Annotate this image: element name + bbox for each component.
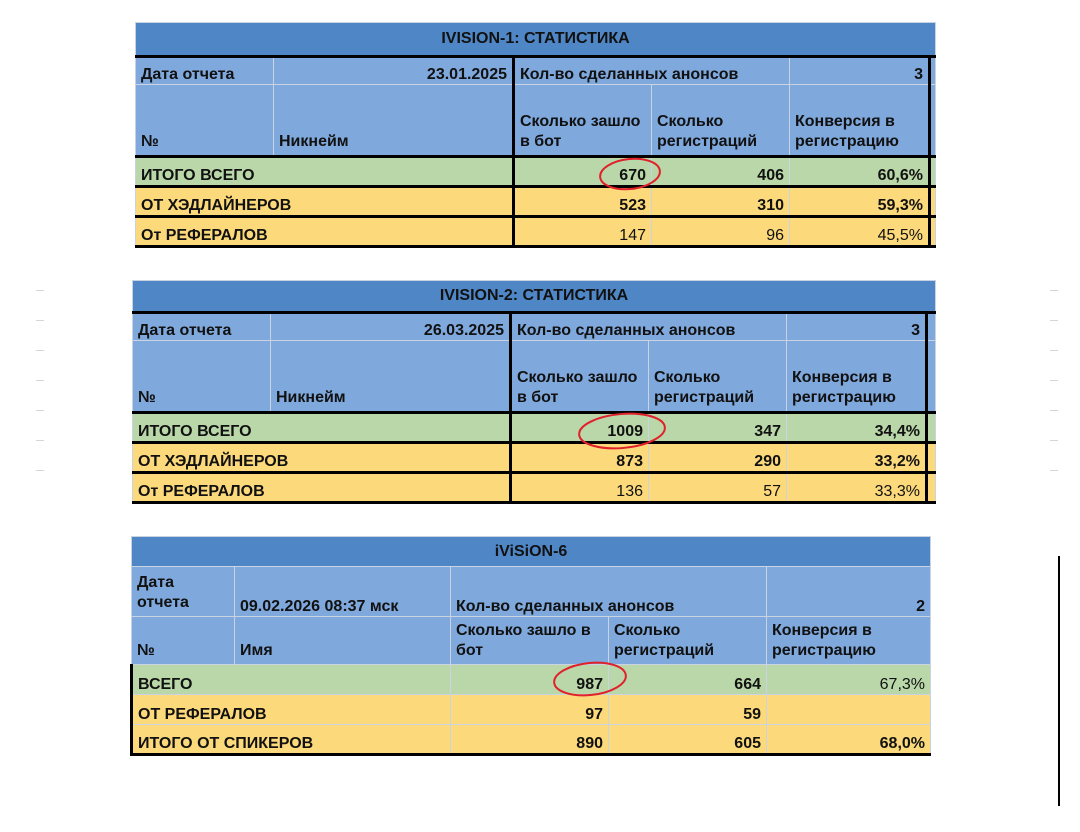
report-date-label: Дата отчета	[133, 313, 271, 341]
announces-value[interactable]: 2	[767, 567, 931, 617]
cell-bot[interactable]: 523	[514, 187, 652, 217]
column-header-conversion: Конверсия в регистрацию	[790, 85, 930, 157]
announces-value[interactable]: 3	[787, 313, 927, 341]
cell-bot[interactable]: 670	[514, 157, 652, 187]
announces-label: Кол-во сделанных анонсов	[511, 313, 787, 341]
cell-registrations[interactable]: 406	[652, 157, 790, 187]
row-label: ВСЕГО	[132, 665, 451, 695]
stats-table-ivision-1	[135, 22, 936, 248]
row-label: ОТ РЕФЕРАЛОВ	[132, 695, 451, 725]
column-header-name: Имя	[235, 617, 451, 665]
cell-registrations[interactable]: 347	[649, 413, 787, 443]
cell-conversion[interactable]: 60,6%	[790, 157, 930, 187]
column-header-bot: Сколько зашло в бот	[511, 341, 649, 413]
report-date-label: Дата отчета	[132, 567, 235, 617]
cell-registrations[interactable]: 59	[609, 695, 767, 725]
cell-bot[interactable]: 1009	[511, 413, 649, 443]
cell-registrations[interactable]: 96	[652, 217, 790, 247]
cell-conversion[interactable]: 59,3%	[790, 187, 930, 217]
cell-bot[interactable]: 890	[451, 725, 609, 755]
stats-table-ivision-6	[130, 536, 931, 756]
cell-conversion[interactable]: 67,3%	[767, 665, 931, 695]
row-label: ИТОГО ВСЕГО	[136, 157, 514, 187]
column-header-registrations: Сколько регистраций	[649, 341, 787, 413]
cell-registrations[interactable]: 290	[649, 443, 787, 473]
cell-bot[interactable]: 147	[514, 217, 652, 247]
column-header-conversion: Конверсия в регистрацию	[767, 617, 931, 665]
column-header-nickname: Никнейм	[274, 85, 514, 157]
cell-registrations[interactable]: 57	[649, 473, 787, 503]
report-date-value[interactable]: 23.01.2025	[274, 57, 514, 85]
cell-conversion[interactable]: 68,0%	[767, 725, 931, 755]
report-date-value[interactable]: 09.02.2026 08:37 мск	[235, 567, 451, 617]
divider-line	[1058, 556, 1060, 806]
announces-label: Кол-во сделанных анонсов	[514, 57, 790, 85]
row-label: От РЕФЕРАЛОВ	[136, 217, 514, 247]
column-header-registrations: Сколько регистраций	[609, 617, 767, 665]
table-title: IVISION-2: СТАТИСТИКА	[133, 281, 936, 313]
announces-label: Кол-во сделанных анонсов	[451, 567, 767, 617]
report-date-label: Дата отчета	[136, 57, 274, 85]
column-header-number: №	[132, 617, 235, 665]
cell-conversion[interactable]: 34,4%	[787, 413, 927, 443]
row-label: ОТ ХЭДЛАЙНЕРОВ	[136, 187, 514, 217]
cell-bot[interactable]: 97	[451, 695, 609, 725]
row-label: ИТОГО ОТ СПИКЕРОВ	[132, 725, 451, 755]
cell-registrations[interactable]: 605	[609, 725, 767, 755]
row-label: ОТ ХЭДЛАЙНЕРОВ	[133, 443, 511, 473]
cell-registrations[interactable]: 664	[609, 665, 767, 695]
column-header-nickname: Никнейм	[271, 341, 511, 413]
announces-value[interactable]: 3	[790, 57, 930, 85]
column-header-bot: Сколько зашло в бот	[451, 617, 609, 665]
column-header-number: №	[136, 85, 274, 157]
cell-bot[interactable]: 987	[451, 665, 609, 695]
column-header-number: №	[133, 341, 271, 413]
table-title: iViSiON-6	[132, 537, 931, 567]
cell-bot[interactable]: 873	[511, 443, 649, 473]
row-label: От РЕФЕРАЛОВ	[133, 473, 511, 503]
cell-registrations[interactable]: 310	[652, 187, 790, 217]
cell-conversion[interactable]: 33,2%	[787, 443, 927, 473]
cell-bot[interactable]: 136	[511, 473, 649, 503]
column-header-bot: Сколько зашло в бот	[514, 85, 652, 157]
cell-conversion[interactable]	[767, 695, 931, 725]
column-header-conversion: Конверсия в регистрацию	[787, 341, 927, 413]
row-label: ИТОГО ВСЕГО	[133, 413, 511, 443]
cell-conversion[interactable]: 45,5%	[790, 217, 930, 247]
table-title: IVISION-1: СТАТИСТИКА	[136, 23, 936, 57]
stats-table-ivision-2	[132, 280, 936, 504]
cell-conversion[interactable]: 33,3%	[787, 473, 927, 503]
column-header-registrations: Сколько регистраций	[652, 85, 790, 157]
report-date-value[interactable]: 26.03.2025	[271, 313, 511, 341]
